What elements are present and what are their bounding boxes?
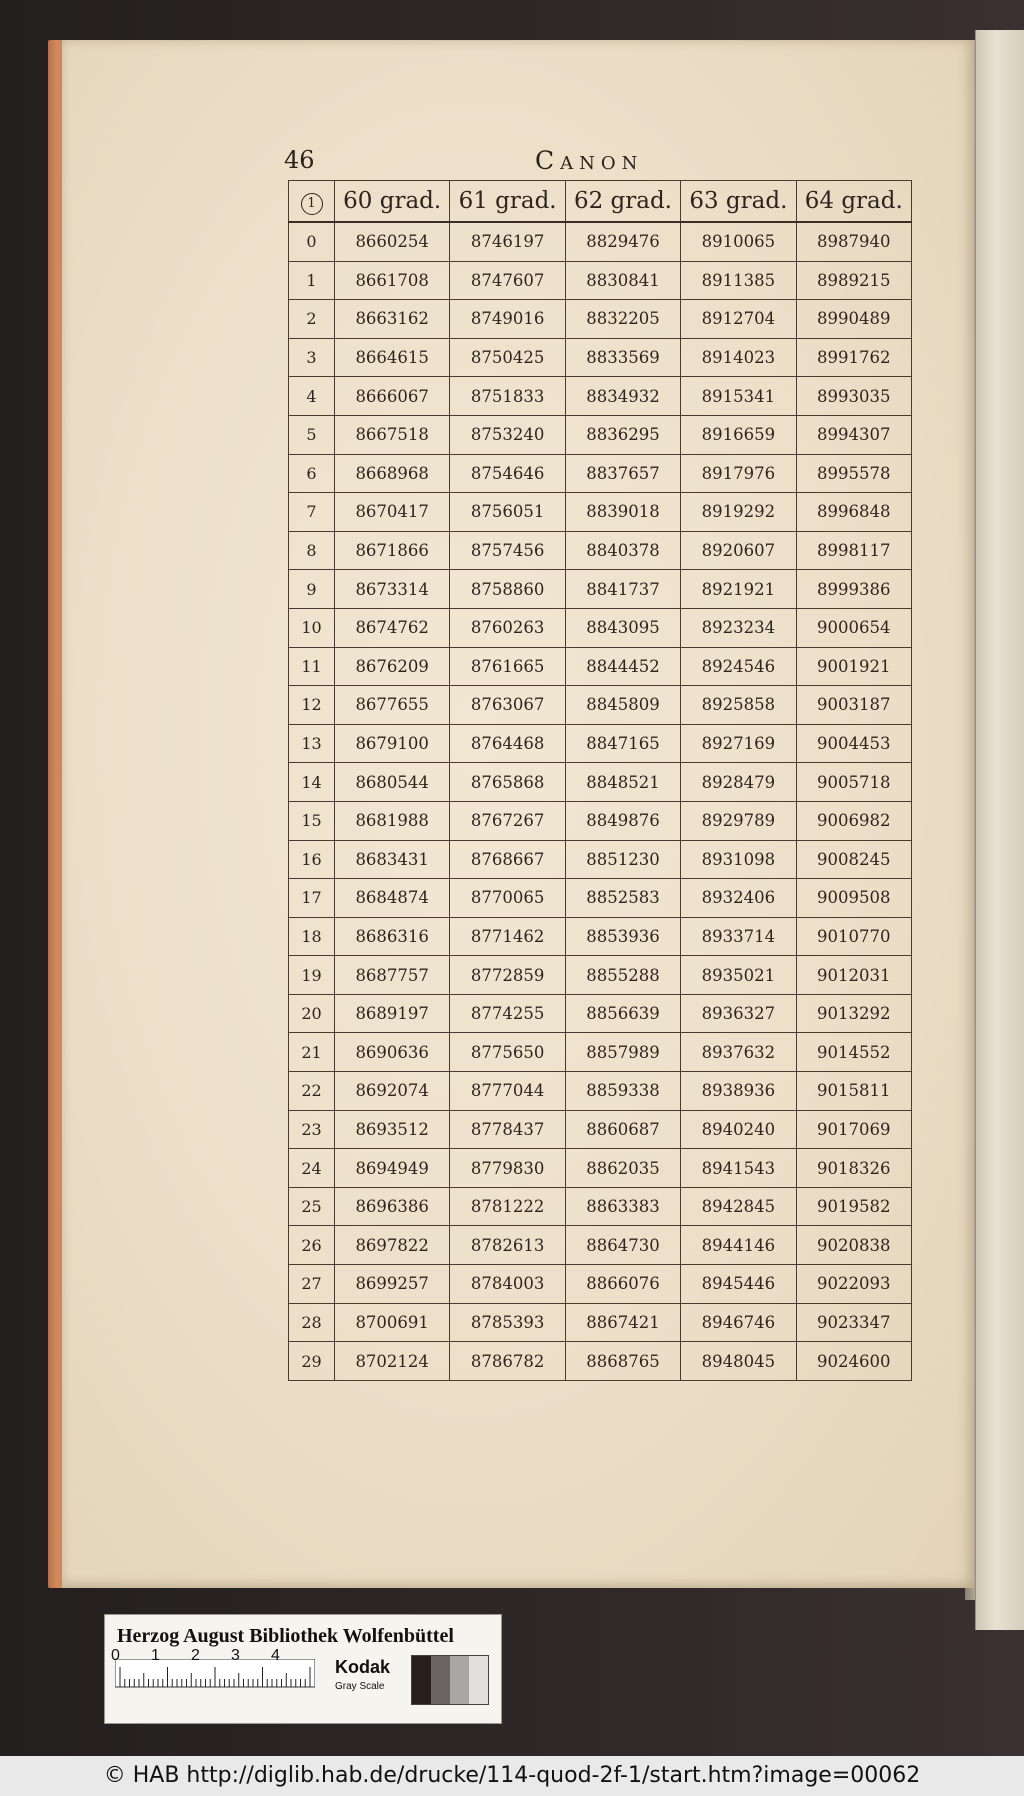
minute-cell: 27 — [289, 1265, 335, 1304]
sine-value-cell: 8761665 — [450, 647, 565, 686]
sine-value-cell: 8671866 — [335, 531, 450, 570]
sine-value-cell: 8911385 — [681, 261, 796, 300]
sine-value-cell: 8700691 — [335, 1303, 450, 1342]
table-row — [289, 1342, 912, 1381]
table-row — [289, 1072, 912, 1111]
sine-value-cell: 8925858 — [681, 686, 796, 725]
sine-value-cell: 8994307 — [796, 415, 911, 454]
sine-value-cell: 8674762 — [335, 608, 450, 647]
sine-value-cell: 8853936 — [565, 917, 680, 956]
sine-value-cell: 8863383 — [565, 1187, 680, 1226]
minute-cell: 14 — [289, 763, 335, 802]
sine-value-cell: 9005718 — [796, 763, 911, 802]
sine-value-cell: 8673314 — [335, 570, 450, 609]
sine-value-cell: 8942845 — [681, 1187, 796, 1226]
table-row — [289, 879, 912, 918]
table-row — [289, 415, 912, 454]
sine-value-cell: 8989215 — [796, 261, 911, 300]
sine-value-cell: 8829476 — [565, 222, 680, 261]
sine-value-cell: 8753240 — [450, 415, 565, 454]
table-row — [289, 1033, 912, 1072]
sine-value-cell: 8931098 — [681, 840, 796, 879]
sine-value-cell: 8936327 — [681, 994, 796, 1033]
sine-value-cell: 8844452 — [565, 647, 680, 686]
sine-value-cell: 8680544 — [335, 763, 450, 802]
sine-value-cell: 8860687 — [565, 1110, 680, 1149]
kodak-subtitle: Gray Scale — [335, 1681, 385, 1692]
sine-value-cell: 8990489 — [796, 300, 911, 339]
table-row — [289, 647, 912, 686]
sine-value-cell: 8998117 — [796, 531, 911, 570]
sine-value-cell: 8845809 — [565, 686, 680, 725]
table-row — [289, 222, 912, 261]
sine-value-cell: 9003187 — [796, 686, 911, 725]
minute-cell: 6 — [289, 454, 335, 493]
sine-value-cell: 9006982 — [796, 801, 911, 840]
table-row — [289, 300, 912, 339]
sine-value-cell: 8692074 — [335, 1072, 450, 1111]
table-row — [289, 531, 912, 570]
sine-value-cell: 8920607 — [681, 531, 796, 570]
sine-value-cell: 8779830 — [450, 1149, 565, 1188]
library-color-card — [104, 1614, 502, 1724]
minute-cell: 3 — [289, 338, 335, 377]
sine-value-cell: 8851230 — [565, 840, 680, 879]
sine-value-cell: 8786782 — [450, 1342, 565, 1381]
sine-value-cell: 8834932 — [565, 377, 680, 416]
table-row — [289, 724, 912, 763]
sine-value-cell: 9010770 — [796, 917, 911, 956]
sine-value-cell: 9012031 — [796, 956, 911, 995]
sine-value-cell: 8661708 — [335, 261, 450, 300]
sine-value-cell: 8830841 — [565, 261, 680, 300]
minute-cell: 5 — [289, 415, 335, 454]
sine-value-cell: 9018326 — [796, 1149, 911, 1188]
ruler-number: 2 — [191, 1647, 200, 1664]
ruler-number: 0 — [111, 1647, 120, 1664]
sine-value-cell: 8866076 — [565, 1265, 680, 1304]
minute-cell: 18 — [289, 917, 335, 956]
minute-cell: 26 — [289, 1226, 335, 1265]
minute-cell: 10 — [289, 608, 335, 647]
gray-swatch — [469, 1656, 488, 1704]
table-row — [289, 686, 912, 725]
sine-value-cell: 8991762 — [796, 338, 911, 377]
column-header: 63 grad. — [681, 181, 796, 223]
sine-value-cell: 8760263 — [450, 608, 565, 647]
sine-value-cell: 8941543 — [681, 1149, 796, 1188]
table-row — [289, 956, 912, 995]
sine-value-cell: 8697822 — [335, 1226, 450, 1265]
sine-value-cell: 8771462 — [450, 917, 565, 956]
sine-value-cell: 8933714 — [681, 917, 796, 956]
sine-value-cell: 9004453 — [796, 724, 911, 763]
sine-value-cell: 9017069 — [796, 1110, 911, 1149]
sine-value-cell: 8699257 — [335, 1265, 450, 1304]
ruler-number: 3 — [231, 1647, 240, 1664]
table-row — [289, 840, 912, 879]
sine-value-cell: 9022093 — [796, 1265, 911, 1304]
sine-value-cell: 8987940 — [796, 222, 911, 261]
column-header: 61 grad. — [450, 181, 565, 223]
sine-value-cell: 8923234 — [681, 608, 796, 647]
minute-cell: 1 — [289, 261, 335, 300]
sine-value-cell: 8999386 — [796, 570, 911, 609]
sine-value-cell: 8664615 — [335, 338, 450, 377]
canon-table — [288, 180, 912, 1381]
sine-value-cell: 8694949 — [335, 1149, 450, 1188]
sine-value-cell: 8663162 — [335, 300, 450, 339]
sine-value-cell: 8847165 — [565, 724, 680, 763]
sine-value-cell: 8917976 — [681, 454, 796, 493]
minute-symbol-icon: 1 — [301, 193, 323, 215]
sine-value-cell: 8782613 — [450, 1226, 565, 1265]
sine-value-cell: 8919292 — [681, 493, 796, 532]
sine-value-cell: 8756051 — [450, 493, 565, 532]
sine-value-cell: 8774255 — [450, 994, 565, 1033]
sine-value-cell: 8749016 — [450, 300, 565, 339]
sine-value-cell: 9013292 — [796, 994, 911, 1033]
sine-value-cell: 9008245 — [796, 840, 911, 879]
sine-value-cell: 8868765 — [565, 1342, 680, 1381]
table-row — [289, 377, 912, 416]
sine-value-cell: 8910065 — [681, 222, 796, 261]
sine-value-cell: 8864730 — [565, 1226, 680, 1265]
table-row — [289, 454, 912, 493]
sine-value-cell: 8914023 — [681, 338, 796, 377]
sine-value-cell: 8928479 — [681, 763, 796, 802]
column-header: 64 grad. — [796, 181, 911, 223]
sine-value-cell: 8832205 — [565, 300, 680, 339]
sine-value-cell: 8777044 — [450, 1072, 565, 1111]
sine-value-cell: 8751833 — [450, 377, 565, 416]
sine-value-cell: 8848521 — [565, 763, 680, 802]
minute-cell: 15 — [289, 801, 335, 840]
sine-value-cell: 8857989 — [565, 1033, 680, 1072]
sine-value-cell: 8683431 — [335, 840, 450, 879]
sine-value-cell: 9009508 — [796, 879, 911, 918]
table-row — [289, 493, 912, 532]
table-row — [289, 1303, 912, 1342]
sine-value-cell: 8689197 — [335, 994, 450, 1033]
sine-value-cell: 8993035 — [796, 377, 911, 416]
sine-value-cell: 8932406 — [681, 879, 796, 918]
sine-value-cell: 8670417 — [335, 493, 450, 532]
running-head: Canon — [535, 146, 644, 175]
kodak-brand: Kodak — [335, 1657, 391, 1677]
sine-value-cell: 8938936 — [681, 1072, 796, 1111]
sine-value-cell: 8937632 — [681, 1033, 796, 1072]
minute-cell: 4 — [289, 377, 335, 416]
gray-swatch — [412, 1656, 431, 1704]
sine-value-cell: 8837657 — [565, 454, 680, 493]
table-row — [289, 763, 912, 802]
sine-value-cell: 8785393 — [450, 1303, 565, 1342]
sine-value-cell: 8693512 — [335, 1110, 450, 1149]
table-row — [289, 1110, 912, 1149]
sine-value-cell: 8840378 — [565, 531, 680, 570]
sine-value-cell: 8859338 — [565, 1072, 680, 1111]
sine-value-cell: 8690636 — [335, 1033, 450, 1072]
sine-value-cell: 8747607 — [450, 261, 565, 300]
minute-cell: 24 — [289, 1149, 335, 1188]
sine-value-cell: 8856639 — [565, 994, 680, 1033]
sine-value-cell: 8684874 — [335, 879, 450, 918]
sine-value-cell: 8927169 — [681, 724, 796, 763]
sine-value-cell: 8841737 — [565, 570, 680, 609]
minute-cell: 25 — [289, 1187, 335, 1226]
sine-value-cell: 8855288 — [565, 956, 680, 995]
sine-value-cell: 8940240 — [681, 1110, 796, 1149]
sine-value-cell: 8767267 — [450, 801, 565, 840]
sine-value-cell: 8770065 — [450, 879, 565, 918]
sine-value-cell: 8996848 — [796, 493, 911, 532]
minute-cell: 29 — [289, 1342, 335, 1381]
minute-cell: 9 — [289, 570, 335, 609]
sine-value-cell: 8677655 — [335, 686, 450, 725]
table-row — [289, 1265, 912, 1304]
sine-value-cell: 8666067 — [335, 377, 450, 416]
sine-value-cell: 8843095 — [565, 608, 680, 647]
table-row — [289, 994, 912, 1033]
sine-value-cell: 8912704 — [681, 300, 796, 339]
minute-column-header — [289, 181, 335, 223]
sine-value-cell: 8676209 — [335, 647, 450, 686]
sine-value-cell: 8696386 — [335, 1187, 450, 1226]
sine-value-cell: 9024600 — [796, 1342, 911, 1381]
minute-cell: 21 — [289, 1033, 335, 1072]
sine-value-cell: 8849876 — [565, 801, 680, 840]
sine-value-cell: 8945446 — [681, 1265, 796, 1304]
scale-ruler — [115, 1659, 315, 1711]
sine-value-cell: 9000654 — [796, 608, 911, 647]
table-row — [289, 917, 912, 956]
table-row — [289, 1226, 912, 1265]
sine-value-cell: 9023347 — [796, 1303, 911, 1342]
sine-value-cell: 8758860 — [450, 570, 565, 609]
sine-value-cell: 8668968 — [335, 454, 450, 493]
sine-value-cell: 8763067 — [450, 686, 565, 725]
sine-value-cell: 8768667 — [450, 840, 565, 879]
table-row — [289, 1149, 912, 1188]
sine-value-cell: 8757456 — [450, 531, 565, 570]
sine-value-cell: 8852583 — [565, 879, 680, 918]
adjacent-page-edge — [975, 30, 1024, 1630]
sine-value-cell: 9019582 — [796, 1187, 911, 1226]
sine-value-cell: 8754646 — [450, 454, 565, 493]
table-row — [289, 261, 912, 300]
table-row — [289, 608, 912, 647]
minute-cell: 23 — [289, 1110, 335, 1149]
minute-cell: 17 — [289, 879, 335, 918]
column-header: 62 grad. — [565, 181, 680, 223]
minute-cell: 2 — [289, 300, 335, 339]
sine-value-cell: 9020838 — [796, 1226, 911, 1265]
gray-swatch — [431, 1656, 450, 1704]
sine-value-cell: 8686316 — [335, 917, 450, 956]
ruler-number: 1 — [151, 1647, 160, 1664]
copyright-footer: © HAB http://diglib.hab.de/drucke/114-quod-2f-1/start.htm?image=00062 — [0, 1756, 1024, 1796]
minute-cell: 11 — [289, 647, 335, 686]
sine-value-cell: 8750425 — [450, 338, 565, 377]
sine-value-cell: 8746197 — [450, 222, 565, 261]
gray-scale-swatches — [411, 1655, 489, 1705]
sine-value-cell: 8679100 — [335, 724, 450, 763]
sine-value-cell: 8687757 — [335, 956, 450, 995]
sine-value-cell: 8948045 — [681, 1342, 796, 1381]
table-row — [289, 801, 912, 840]
sine-value-cell: 8778437 — [450, 1110, 565, 1149]
sine-value-cell: 8929789 — [681, 801, 796, 840]
sine-value-cell: 9014552 — [796, 1033, 911, 1072]
sine-value-cell: 8681988 — [335, 801, 450, 840]
minute-cell: 16 — [289, 840, 335, 879]
sine-value-cell: 9001921 — [796, 647, 911, 686]
sine-value-cell: 8915341 — [681, 377, 796, 416]
table-header-row — [289, 181, 912, 223]
sine-value-cell: 8867421 — [565, 1303, 680, 1342]
sine-value-cell: 8862035 — [565, 1149, 680, 1188]
minute-cell: 8 — [289, 531, 335, 570]
sine-value-cell: 8836295 — [565, 415, 680, 454]
sine-value-cell: 8935021 — [681, 956, 796, 995]
library-name: Herzog August Bibliothek Wolfenbüttel — [117, 1625, 454, 1647]
sine-value-cell: 8924546 — [681, 647, 796, 686]
table-row — [289, 1187, 912, 1226]
table-row — [289, 570, 912, 609]
sine-value-cell: 8702124 — [335, 1342, 450, 1381]
gray-swatch — [450, 1656, 469, 1704]
sine-value-cell: 8784003 — [450, 1265, 565, 1304]
table-row — [289, 338, 912, 377]
sine-value-cell: 8775650 — [450, 1033, 565, 1072]
sine-value-cell: 9015811 — [796, 1072, 911, 1111]
minute-cell: 12 — [289, 686, 335, 725]
minute-cell: 20 — [289, 994, 335, 1033]
sine-value-cell: 8916659 — [681, 415, 796, 454]
sine-value-cell: 8764468 — [450, 724, 565, 763]
column-header: 60 grad. — [335, 181, 450, 223]
sine-value-cell: 8781222 — [450, 1187, 565, 1226]
sine-value-cell: 8946746 — [681, 1303, 796, 1342]
minute-cell: 13 — [289, 724, 335, 763]
sine-value-cell: 8839018 — [565, 493, 680, 532]
minute-cell: 19 — [289, 956, 335, 995]
page-number: 46 — [284, 146, 315, 174]
minute-cell: 0 — [289, 222, 335, 261]
sine-value-cell: 8944146 — [681, 1226, 796, 1265]
sine-value-cell: 8667518 — [335, 415, 450, 454]
minute-cell: 28 — [289, 1303, 335, 1342]
sine-value-cell: 8921921 — [681, 570, 796, 609]
sine-value-cell: 8660254 — [335, 222, 450, 261]
ruler-number: 4 — [271, 1647, 280, 1664]
sine-value-cell: 8765868 — [450, 763, 565, 802]
sine-value-cell: 8833569 — [565, 338, 680, 377]
sine-value-cell: 8772859 — [450, 956, 565, 995]
sine-value-cell: 8995578 — [796, 454, 911, 493]
minute-cell: 7 — [289, 493, 335, 532]
minute-cell: 22 — [289, 1072, 335, 1111]
